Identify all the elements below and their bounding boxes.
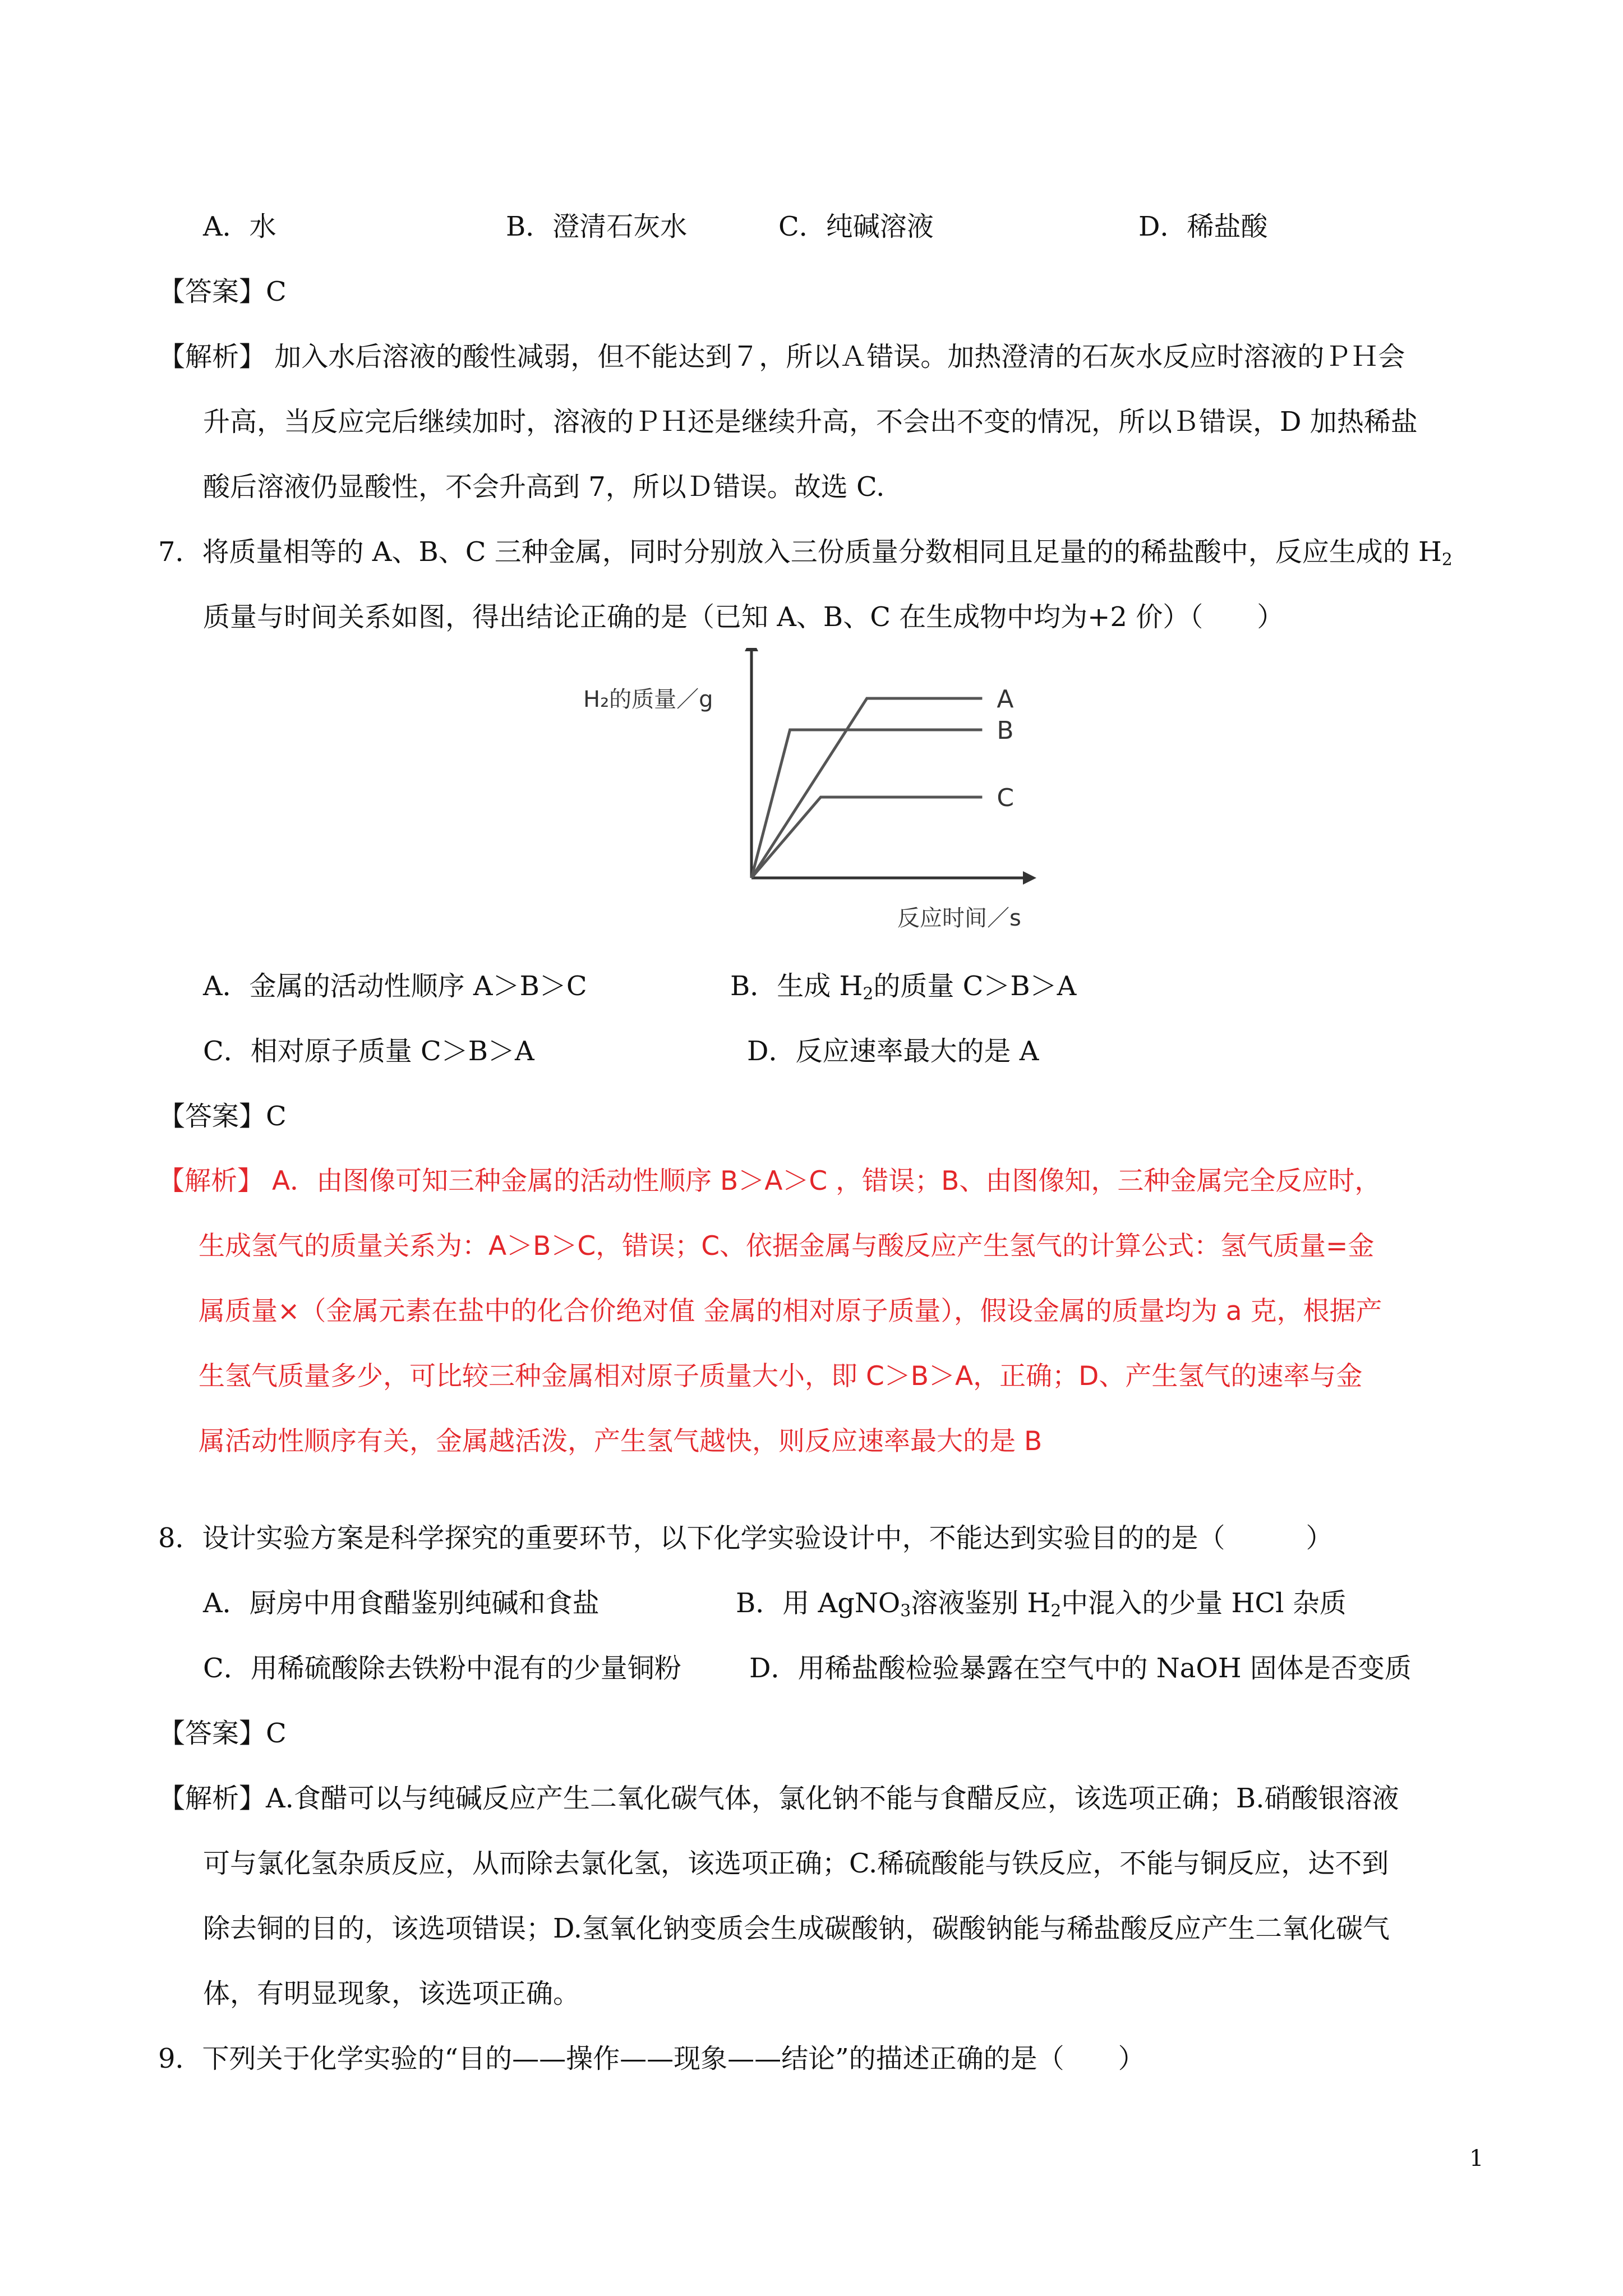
q8-option-b: B．用 AgNO$_3$溶液鉴别 $H_2$中混入的少量 HCl 杂质 bbox=[736, 1588, 1347, 1621]
q6-analysis-line-2: 升高，当反应完后继续加时，溶液的ＰＨ还是继续升高，不会出不变的情况，所以Ｂ错误，D 加热稀盐 bbox=[203, 406, 1418, 438]
q7-option-b: B．生成 $H_2$的质量 C＞B＞A bbox=[730, 970, 1077, 1004]
x-axis-label: 反应时间／s bbox=[897, 905, 1021, 931]
q8-option-c: C．用稀硫酸除去铁粉中混有的少量铜粉 bbox=[203, 1653, 681, 1684]
q6-answer: 【答案】C bbox=[158, 276, 287, 307]
y-axis-label: H₂的质量／g bbox=[583, 687, 713, 712]
q7-stem-line-1: 7．将质量相等的 A、B、C 三种金属，同时分别放入三份质量分数相同且足量的的稀盐酸中，反应生成的 $H_2$ bbox=[158, 536, 1453, 570]
page-number: 1 bbox=[1469, 2146, 1484, 2171]
q7-option-a: A．金属的活动性顺序 A＞B＞C bbox=[203, 970, 587, 1002]
x-axis-arrow bbox=[1023, 871, 1036, 885]
series-line-b bbox=[751, 730, 982, 878]
q6-analysis-line-3: 酸后溶液仍显酸性，不会升高到 7，所以Ｄ错误。故选 C. bbox=[203, 471, 885, 503]
q8-analysis-line-1: 【解析】A.食醋可以与纯碱反应产生二氧化碳气体，氯化钠不能与食醋反应，该选项正确；B.硝酸银溶液 bbox=[158, 1783, 1399, 1814]
q7-option-d: D．反应速率最大的是 A bbox=[747, 1036, 1039, 1067]
q8-analysis-line-3: 除去铜的目的，该选项错误；D.氢氧化钠变质会生成碳酸钠，碳酸钠能与稀盐酸反应产生二氧化碳气 bbox=[203, 1913, 1390, 1944]
q6-analysis-line-1: 【解析】 加入水后溶液的酸性减弱，但不能达到７，所以Ａ错误。加热澄清的石灰水反应时溶液的ＰＨ会 bbox=[158, 341, 1405, 372]
q7-analysis-line-3: 属质量×（金属元素在盐中的化合价绝对值 金属的相对原子质量），假设金属的质量均为 a 克，根据产 bbox=[199, 1296, 1382, 1327]
q7-analysis-line-4: 生氢气质量多少，可比较三种金属相对原子质量大小，即 C＞B＞A，正确；D、产生氢气的速率与金 bbox=[199, 1361, 1363, 1392]
series-line-c bbox=[751, 797, 982, 878]
q6-option-d: D．稀盐酸 bbox=[1138, 211, 1268, 242]
series-label-a: A bbox=[997, 685, 1014, 714]
q8-option-a: A．厨房中用食醋鉴别纯碱和食盐 bbox=[203, 1588, 600, 1619]
q6-option-b: B．澄清石灰水 bbox=[506, 211, 688, 242]
q9-stem: 9．下列关于化学实验的“目的——操作——现象——结论”的描述正确的是（ ） bbox=[158, 2043, 1145, 2074]
q8-analysis-line-2: 可与氯化氢杂质反应，从而除去氯化氢，该选项正确；C.稀硫酸能与铁反应，不能与铜反应，达不到 bbox=[203, 1848, 1389, 1879]
q8-option-d: D．用稀盐酸检验暴露在空气中的 NaOH 固体是否变质 bbox=[749, 1653, 1412, 1684]
q6-option-c: C．纯碱溶液 bbox=[778, 211, 934, 242]
q8-stem: 8．设计实验方案是科学探究的重要环节，以下化学实验设计中，不能达到实验目的的是（ ） bbox=[158, 1522, 1333, 1554]
q7-analysis-line-2: 生成氢气的质量关系为：A＞B＞C，错误；C、依据金属与酸反应产生氢气的计算公式：氢气质量=金 bbox=[199, 1231, 1375, 1262]
series-line-a bbox=[751, 698, 982, 878]
q6-option-a: A．水 bbox=[203, 211, 276, 242]
h2-mass-time-chart bbox=[566, 648, 1060, 940]
series-label-c: C bbox=[997, 784, 1015, 812]
series-label-b: B bbox=[997, 716, 1014, 745]
q7-option-c: C．相对原子质量 C＞B＞A bbox=[203, 1036, 534, 1067]
q8-answer: 【答案】C bbox=[158, 1718, 287, 1749]
q7-analysis-line-5: 属活动性顺序有关，金属越活泼，产生氢气越快，则反应速率最大的是 B bbox=[199, 1426, 1043, 1457]
q7-answer: 【答案】C bbox=[158, 1101, 287, 1132]
y-axis-arrow bbox=[745, 648, 758, 651]
q7-analysis-line-1: 【解析】 A．由图像可知三种金属的活动性顺序 B＞A＞C ，错误；B、由图像知，三种金属完全反应时， bbox=[158, 1166, 1381, 1197]
q7-stem-line-2: 质量与时间关系如图，得出结论正确的是（已知 A、B、C 在生成物中均为+2 价）（ ） bbox=[203, 601, 1284, 633]
q8-analysis-line-4: 体，有明显现象，该选项正确。 bbox=[203, 1978, 580, 2009]
